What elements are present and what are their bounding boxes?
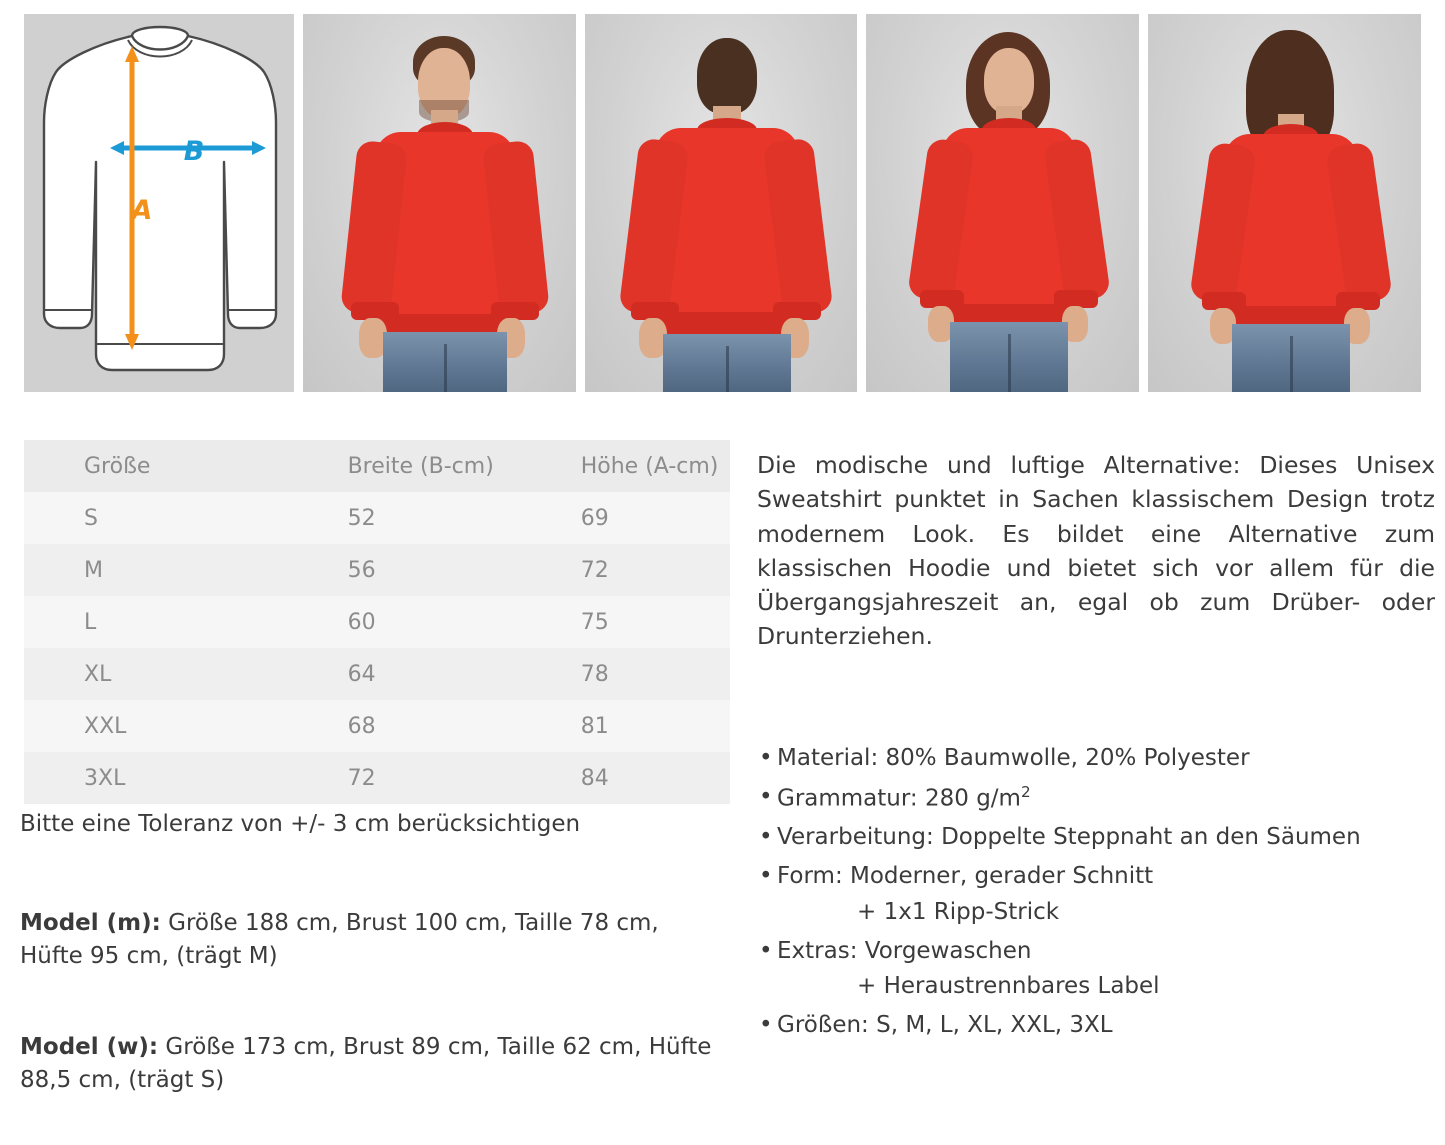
cell-height: 81 bbox=[580, 713, 609, 739]
hair bbox=[697, 38, 757, 114]
svg-text:B: B bbox=[183, 136, 205, 167]
cell-width: 68 bbox=[347, 713, 376, 739]
cell-width: 64 bbox=[347, 661, 376, 687]
jeans-seam bbox=[726, 346, 729, 392]
product-description: Die modische und luftige Alternative: Dieses Unisex Sweatshirt punktet in Sachen klassischem Design trotz modernem Look. Es bildet eine Alternative zum klassischen Hoodie und bietet sich vor allem für die Übergangsjahreszeit an, egal ob zum Drüber- oder Drunterziehen. bbox=[757, 451, 1435, 651]
table-row bbox=[24, 648, 730, 700]
gallery-cell-male-back bbox=[585, 14, 858, 392]
table-header-row bbox=[24, 440, 730, 492]
size-chart-table bbox=[24, 440, 730, 804]
feature-extras: • Extras: Vorgewaschen bbox=[757, 935, 1437, 969]
model-female-text: Größe 173 cm, Brust 89 cm, Taille 62 cm, Hüfte 88,5 cm, (trägt S) bbox=[20, 1034, 712, 1093]
cell-width: 52 bbox=[347, 505, 376, 531]
svg-text:A: A bbox=[131, 195, 153, 226]
head bbox=[984, 48, 1034, 114]
table-row bbox=[24, 492, 730, 544]
cell-width: 60 bbox=[347, 609, 376, 635]
gallery-cell-male-front bbox=[303, 14, 576, 392]
jeans-seam bbox=[1008, 334, 1011, 392]
product-image-gallery bbox=[24, 14, 1421, 392]
column-header-width: Breite (B-cm) bbox=[347, 453, 494, 479]
cell-width: 56 bbox=[347, 557, 376, 583]
model-male-info bbox=[20, 907, 720, 972]
table-row bbox=[24, 596, 730, 648]
table-row bbox=[24, 752, 730, 804]
cell-size: S bbox=[84, 505, 98, 531]
model-male-back bbox=[585, 14, 858, 392]
cell-size: L bbox=[84, 609, 97, 635]
cell-height: 78 bbox=[580, 661, 609, 687]
cell-size: 3XL bbox=[84, 765, 126, 791]
feature-grammatur-sup: 2 bbox=[1020, 782, 1031, 801]
gallery-cell-schematic bbox=[24, 14, 294, 392]
feature-verarbeitung: • Verarbeitung: Doppelte Steppnaht an den Säumen bbox=[757, 821, 1437, 855]
cell-height: 69 bbox=[580, 505, 609, 531]
feature-form: • Form: Moderner, gerader Schnitt bbox=[757, 860, 1437, 894]
feature-extras-sub: + Heraustrennbares Label bbox=[857, 973, 1160, 1000]
cell-size: XXL bbox=[84, 713, 127, 739]
feature-grammatur bbox=[757, 781, 1437, 816]
model-male-front bbox=[303, 14, 576, 392]
sweatshirt-measurement-diagram bbox=[24, 14, 294, 392]
feature-form-sub: + 1x1 Ripp-Strick bbox=[857, 898, 1060, 925]
cell-width: 72 bbox=[347, 765, 376, 791]
column-header-height: Höhe (A-cm) bbox=[580, 453, 719, 479]
cell-height: 84 bbox=[580, 765, 609, 791]
model-male-text: Größe 188 cm, Brust 100 cm, Taille 78 cm, Hüfte 95 cm, (trägt M) bbox=[20, 910, 659, 969]
cell-height: 75 bbox=[580, 609, 609, 635]
jeans-seam bbox=[444, 344, 447, 392]
gallery-cell-female-back bbox=[1148, 14, 1421, 392]
cell-height: 72 bbox=[580, 557, 609, 583]
model-female-info bbox=[20, 1031, 720, 1096]
jeans-seam bbox=[1290, 336, 1293, 392]
model-female-label: Model (w): bbox=[20, 1034, 159, 1060]
gallery-cell-female-front bbox=[866, 14, 1139, 392]
cell-size: M bbox=[84, 557, 103, 583]
feature-grammatur-text: Grammatur: 280 g/m bbox=[777, 785, 1021, 812]
model-female-front bbox=[866, 14, 1139, 392]
table-row bbox=[24, 700, 730, 752]
feature-material: • Material: 80% Baumwolle, 20% Polyester bbox=[757, 742, 1437, 776]
model-male-label: Model (m): bbox=[20, 910, 161, 936]
tolerance-note: Bitte eine Toleranz von +/- 3 cm berücksichtigen bbox=[20, 811, 581, 837]
column-header-size: Größe bbox=[84, 453, 151, 479]
table-row bbox=[24, 544, 730, 596]
feature-groessen: • Größen: S, M, L, XL, XXL, 3XL bbox=[757, 1009, 1437, 1043]
model-female-back bbox=[1148, 14, 1421, 392]
product-features-list bbox=[757, 742, 1437, 1048]
cell-size: XL bbox=[84, 661, 112, 687]
